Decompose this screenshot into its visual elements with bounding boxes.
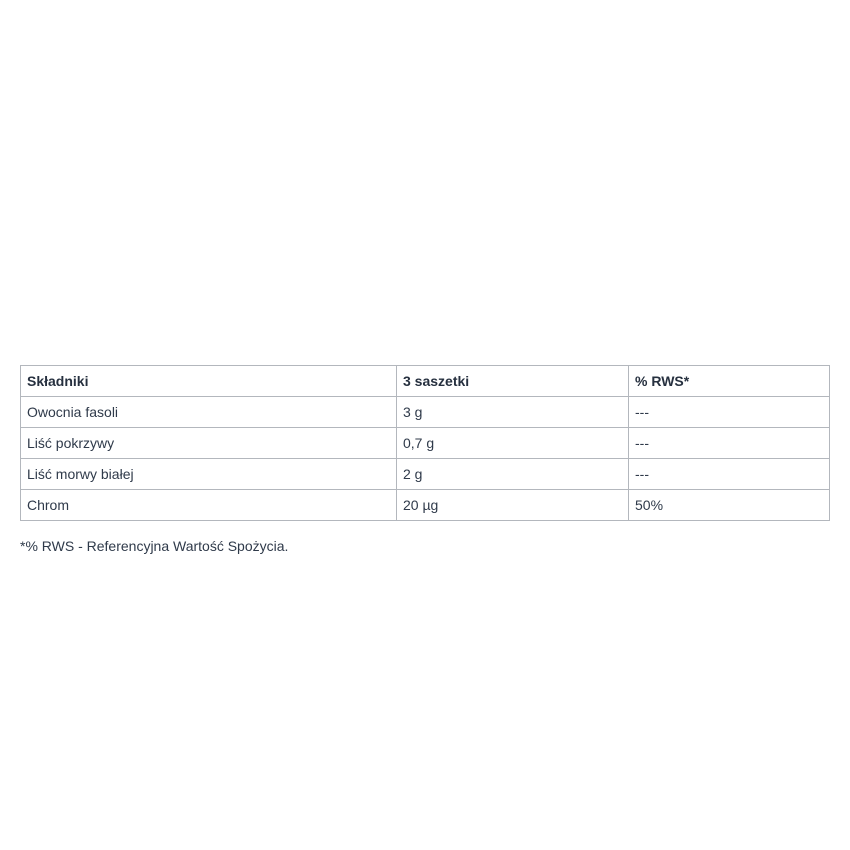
header-amount: 3 saszetki xyxy=(397,366,629,397)
cell-amount: 2 g xyxy=(397,459,629,490)
table-row xyxy=(21,490,830,521)
cell-ingredient: Owocnia fasoli xyxy=(21,397,397,428)
cell-rws: 50% xyxy=(629,490,830,521)
cell-ingredient: Liść morwy białej xyxy=(21,459,397,490)
cell-ingredient: Liść pokrzywy xyxy=(21,428,397,459)
nutrition-table-container xyxy=(20,365,829,521)
header-ingredients: Składniki xyxy=(21,366,397,397)
cell-rws: --- xyxy=(629,428,830,459)
header-rws: % RWS* xyxy=(629,366,830,397)
table-row xyxy=(21,397,830,428)
cell-amount: 3 g xyxy=(397,397,629,428)
table-row xyxy=(21,428,830,459)
table-header-row xyxy=(21,366,830,397)
table-row xyxy=(21,459,830,490)
cell-ingredient: Chrom xyxy=(21,490,397,521)
cell-amount: 0,7 g xyxy=(397,428,629,459)
cell-amount: 20 µg xyxy=(397,490,629,521)
cell-rws: --- xyxy=(629,397,830,428)
rws-footnote: *% RWS - Referencyjna Wartość Spożycia. xyxy=(20,538,289,554)
nutrition-table xyxy=(20,365,830,521)
cell-rws: --- xyxy=(629,459,830,490)
